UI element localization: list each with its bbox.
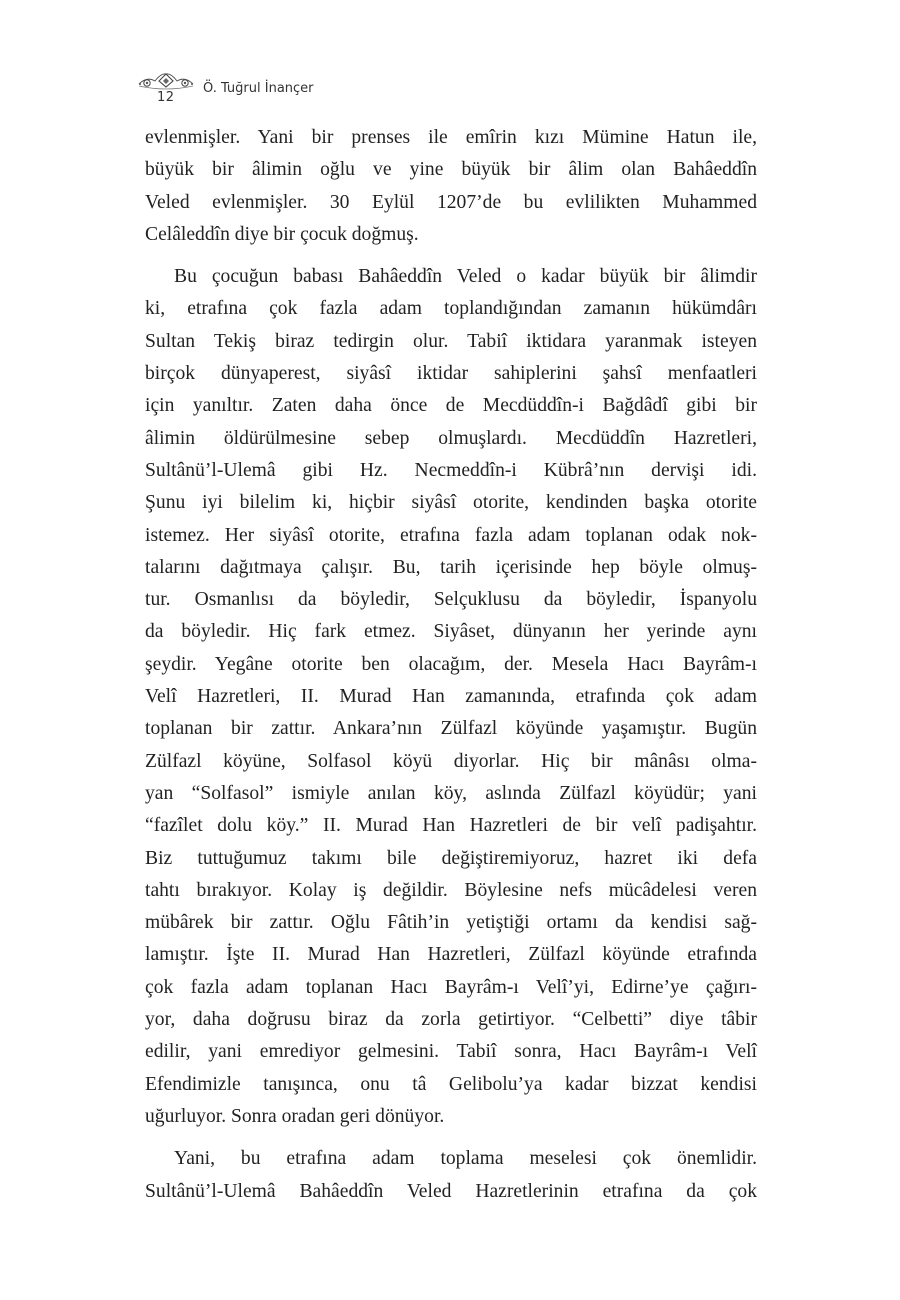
- text-line: “fazîlet dolu köy.” II. Murad Han Hazretleri de bir velî padişahtır.: [145, 815, 757, 837]
- paragraph: [145, 122, 757, 251]
- text-line: ki, etrafına çok fazla adam toplandığından zamanın hükümdârı: [145, 298, 757, 320]
- text-line: Sultânü’l-Ulemâ Bahâeddîn Veled Hazretlerinin etrafına da çok: [145, 1180, 757, 1202]
- text-line: Yani, bu etrafına adam toplama meselesi çok önemlidir.: [174, 1148, 757, 1170]
- text-line: lamıştır. İşte II. Murad Han Hazretleri, Zülfazl köyünde etrafında: [145, 944, 757, 966]
- text-line: tahtı bırakıyor. Kolay iş değildir. Böylesine nefs mücâdelesi veren: [145, 879, 757, 901]
- text-line: çok fazla adam toplanan Hacı Bayrâm-ı Velî’yi, Edirne’ye çağırı-: [145, 976, 757, 998]
- text-line: tur. Osmanlısı da böyledir, Selçuklusu da böyledir, İspanyolu: [145, 589, 757, 611]
- text-line: mübârek bir zattır. Oğlu Fâtih’in yetiştiği ortamı da kendisi sağ-: [145, 912, 757, 934]
- text-line: yan “Solfasol” ismiyle anılan köy, aslında Zülfazl köyüdür; yani: [145, 782, 757, 804]
- paragraph: [145, 261, 757, 1133]
- text-line: Şunu iyi bilelim ki, hiçbir siyâsî otorite, kendinden başka otorite: [145, 492, 757, 514]
- text-line: da böyledir. Hiç fark etmez. Siyâset, dünyanın her yerinde aynı: [145, 621, 757, 643]
- page-number: 12: [157, 90, 175, 105]
- text-line: talarını dağıtmaya çalışır. Bu, tarih içerisinde hep böyle olmuş-: [145, 556, 757, 578]
- text-line: âlimin öldürülmesine sebep olmuşlardı. Mecdüddîn Hazretleri,: [145, 427, 757, 449]
- text-line: Velî Hazretleri, II. Murad Han zamanında, etrafında çok adam: [145, 686, 757, 708]
- page-header: [137, 70, 537, 110]
- text-line: Sultan Tekiş biraz tedirgin olur. Tabiî iktidara yaranmak isteyen: [145, 330, 757, 352]
- text-line: Sultânü’l-Ulemâ gibi Hz. Necmeddîn-i Kübrâ’nın dervişi idi.: [145, 459, 757, 481]
- text-line: Biz tuttuğumuz takımı bile değiştiremiyoruz, hazret iki defa: [145, 847, 757, 869]
- text-line: Veled evlenmişler. 30 Eylül 1207’de bu evlilikten Muhammed: [145, 191, 757, 213]
- text-line: yor, daha doğrusu biraz da zorla getirtiyor. “Celbetti” diye tâbir: [145, 1009, 757, 1031]
- floral-ornament-icon: [137, 70, 195, 92]
- text-line: birçok dünyaperest, siyâsî iktidar sahiplerini şahsî menfaatleri: [145, 363, 757, 385]
- text-line: toplanan bir zattır. Ankara’nın Zülfazl köyünde yaşamıştır. Bugün: [145, 718, 757, 740]
- text-line: istemez. Her siyâsî otorite, etrafına fazla adam toplanan odak nok-: [145, 524, 757, 546]
- running-head-author: Ö. Tuğrul İnançer: [203, 81, 314, 96]
- text-line: şeydir. Yegâne otorite ben olacağım, der. Mesela Hacı Bayrâm-ı: [145, 653, 757, 675]
- text-line: Efendimizle tanışınca, onu tâ Gelibolu’ya kadar bizzat kendisi: [145, 1073, 757, 1095]
- text-line: Bu çocuğun babası Bahâeddîn Veled o kadar büyük bir âlimdir: [174, 266, 757, 288]
- text-line: edilir, yani emrediyor gelmesini. Tabiî sonra, Hacı Bayrâm-ı Velî: [145, 1041, 757, 1063]
- body-text: [145, 122, 757, 1208]
- text-line: uğurluyor. Sonra oradan geri dönüyor.: [145, 1105, 445, 1127]
- text-line: Celâleddîn diye bir çocuk doğmuş.: [145, 223, 419, 245]
- text-line: büyük bir âlimin oğlu ve yine büyük bir âlim olan Bahâeddîn: [145, 159, 757, 181]
- text-line: Zülfazl köyüne, Solfasol köyü diyorlar. Hiç bir mânâsı olma-: [145, 750, 757, 772]
- text-line: için yanıltır. Zaten daha önce de Mecdüddîn-i Bağdâdî gibi bir: [145, 395, 757, 417]
- text-line: evlenmişler. Yani bir prenses ile emîrin kızı Mümine Hatun ile,: [145, 127, 757, 148]
- paragraph: [145, 1143, 757, 1208]
